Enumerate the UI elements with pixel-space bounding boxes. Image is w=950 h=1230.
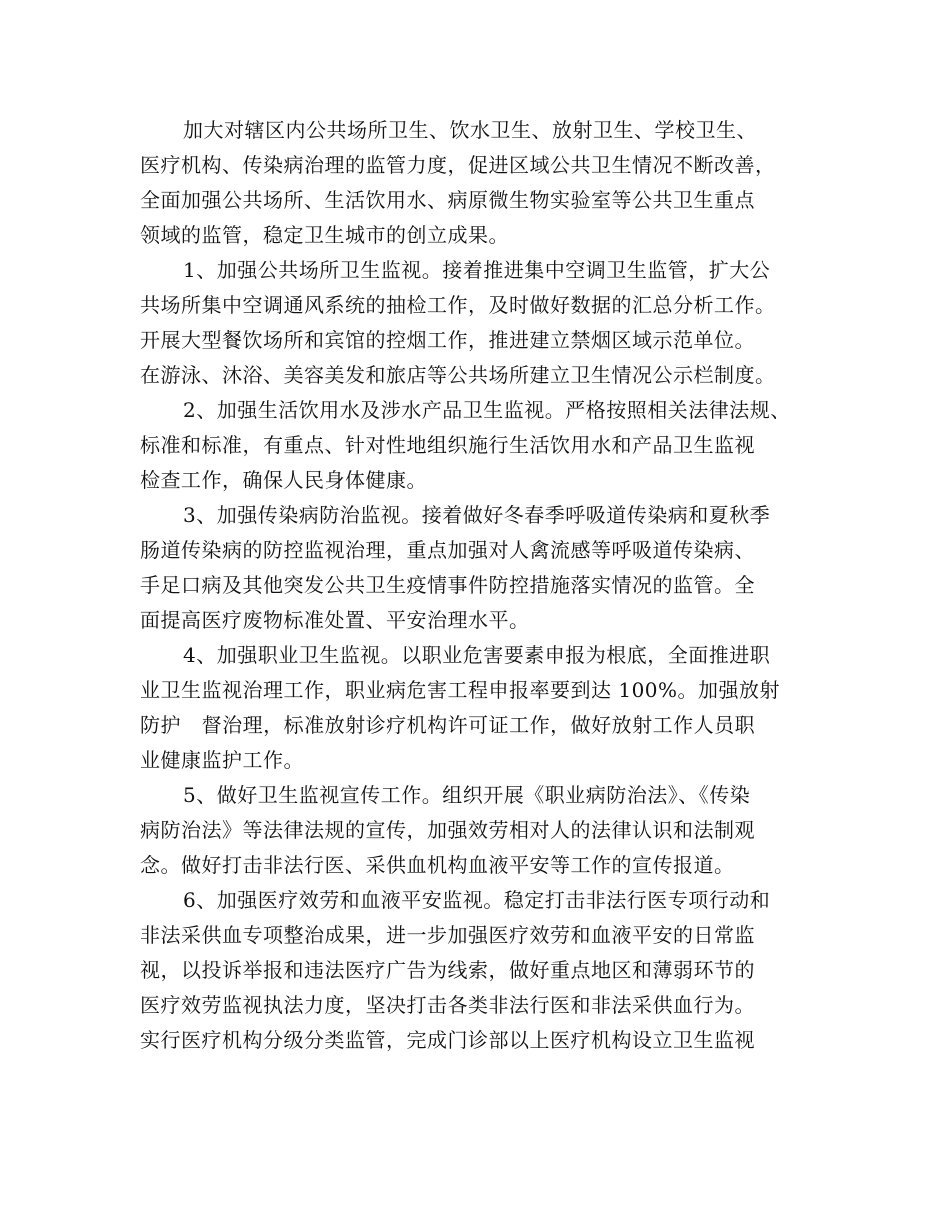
- text-line: 医疗机构、传染病治理的监管力度，促进区域公共卫生情况不断改善，: [140, 153, 776, 177]
- text-line: 实行医疗机构分级分类监管，完成门诊部以上医疗机构设立卫生监视: [140, 1028, 755, 1052]
- text-line: 共场所集中空调通风系统的抽检工作，及时做好数据的汇总分析工作。: [140, 293, 776, 317]
- text-line: 4、加强职业卫生监视。以职业危害要素申报为根底，全面推进职: [183, 643, 771, 667]
- text-line: 加大对辖区内公共场所卫生、饮水卫生、放射卫生、学校卫生、: [183, 118, 757, 142]
- text-line: 1、加强公共场所卫生监视。接着推进集中空调卫生监管，扩大公: [183, 258, 771, 282]
- text-line: 病防治法》等法律法规的宣传，加强效劳相对人的法律认识和法制观: [140, 818, 755, 842]
- text-line: 念。做好打击非法行医、采供血机构血液平安等工作的宣传报道。: [140, 853, 735, 877]
- text-line: 业健康监护工作。: [140, 748, 304, 772]
- text-line: 业卫生监视治理工作，职业病危害工程申报率要到达 100%。加强放射: [140, 678, 781, 702]
- text-line: 5、做好卫生监视宣传工作。组织开展《职业病防治法》、《传染: [183, 783, 751, 807]
- text-line: 领域的监管，稳定卫生城市的创立成果。: [140, 223, 509, 247]
- text-line: 手足口病及其他突发公共卫生疫情事件防控措施落实情况的监管。全: [140, 573, 755, 597]
- text-line: 在游泳、沐浴、美容美发和旅店等公共场所建立卫生情况公示栏制度。: [140, 363, 776, 387]
- text-line: 检查工作，确保人民身体健康。: [140, 468, 427, 492]
- text-line: 2、加强生活饮用水及涉水产品卫生监视。严格按照相关法律法规、: [183, 398, 791, 422]
- text-line: 面提高医疗废物标准处置、平安治理水平。: [140, 608, 530, 632]
- document-body: [140, 113, 820, 1058]
- text-line: 开展大型餐饮场所和宾馆的控烟工作，推进建立禁烟区域示范单位。: [140, 328, 755, 352]
- text-line: 肠道传染病的防控监视治理，重点加强对人禽流感等呼吸道传染病、: [140, 538, 755, 562]
- text-line: 标准和标准，有重点、针对性地组织施行生活饮用水和产品卫生监视: [140, 433, 755, 457]
- text-line: 3、加强传染病防治监视。接着做好冬春季呼吸道传染病和夏秋季: [183, 503, 771, 527]
- text-line: 视，以投诉举报和违法医疗广告为线索，做好重点地区和薄弱环节的: [140, 958, 755, 982]
- text-line: 医疗效劳监视执法力度，坚决打击各类非法行医和非法采供血行为。: [140, 993, 755, 1017]
- text-line: 全面加强公共场所、生活饮用水、病原微生物实验室等公共卫生重点: [140, 188, 755, 212]
- text-line: 6、加强医疗效劳和血液平安监视。稳定打击非法行医专项行动和: [183, 888, 771, 912]
- text-line: 非法采供血专项整治成果，进一步加强医疗效劳和血液平安的日常监: [140, 923, 755, 947]
- text-line: 防护 督治理，标准放射诊疗机构许可证工作，做好放射工作人员职: [140, 713, 756, 737]
